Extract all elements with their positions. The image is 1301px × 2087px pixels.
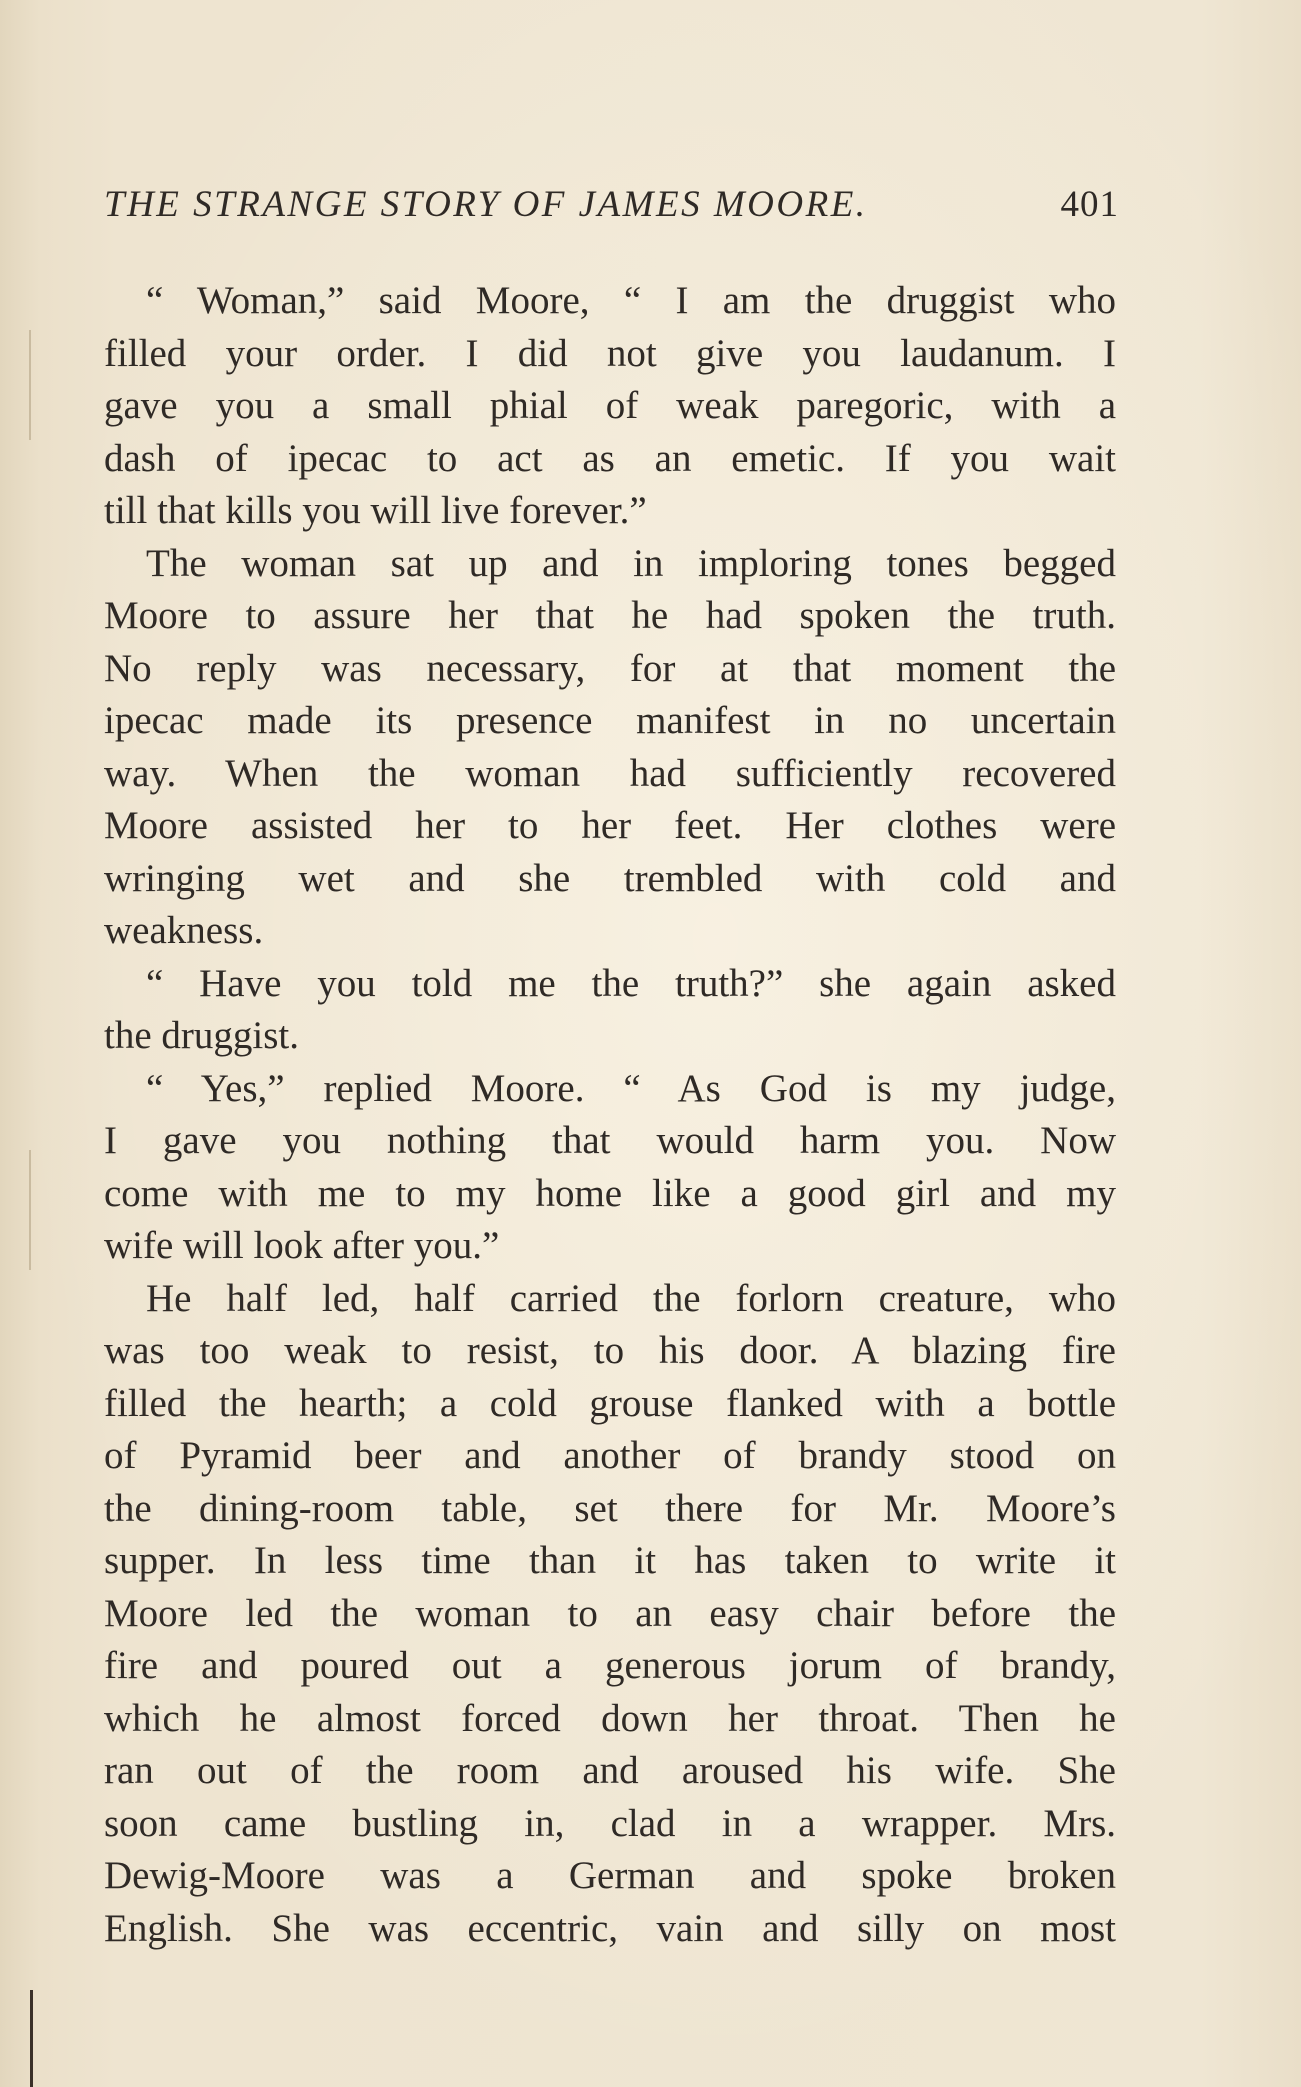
text-line: come with me to my home like a good girl and my xyxy=(104,1171,1116,1215)
page-edge-mark xyxy=(29,1150,31,1270)
paragraph xyxy=(104,1273,1116,1956)
text-line: Moore assisted her to her feet. Her clothes were xyxy=(104,804,1116,847)
text-line: ran out of the room and aroused his wife. She xyxy=(104,1749,1116,1792)
text-line: “ Yes,” replied Moore. “ As God is my judge, xyxy=(146,1066,1116,1110)
text-line: No reply was necessary, for at that moment the xyxy=(104,646,1116,690)
text-line: gave you a small phial of weak paregoric, with a xyxy=(104,384,1116,427)
paragraph xyxy=(104,538,1116,958)
text-line: way. When the woman had sufficiently recovered xyxy=(104,751,1116,795)
text-line: I gave you nothing that would harm you. Now xyxy=(104,1119,1116,1162)
text-line: the druggist. xyxy=(104,1014,299,1057)
text-line: of Pyramid beer and another of brandy stood on xyxy=(104,1434,1116,1477)
text-line: till that kills you will live forever.” xyxy=(104,489,647,532)
text-line: Dewig-Moore was a German and spoke broken xyxy=(104,1854,1116,1897)
text-line: fire and poured out a generous jorum of brandy, xyxy=(104,1644,1116,1687)
text-line: dash of ipecac to act as an emetic. If you wait xyxy=(104,436,1116,480)
body-text xyxy=(104,275,1116,1955)
text-line: filled your order. I did not give you laudanum. I xyxy=(104,331,1116,375)
binding-edge xyxy=(30,1990,33,2087)
text-line: English. She was eccentric, vain and silly on most xyxy=(104,1906,1116,1950)
paragraph xyxy=(104,275,1116,538)
text-line: was too weak to resist, to his door. A blazing fire xyxy=(104,1329,1116,1372)
text-line: Moore led the woman to an easy chair before the xyxy=(104,1591,1116,1635)
running-title: THE STRANGE STORY OF JAMES MOORE. xyxy=(104,184,868,225)
text-line: He half led, half carried the forlorn creature, who xyxy=(146,1276,1116,1320)
text-line: wringing wet and she trembled with cold and xyxy=(104,856,1116,900)
text-line: wife will look after you.” xyxy=(104,1224,500,1267)
page-edge-mark xyxy=(29,330,31,440)
text-line: “ Have you told me the truth?” she again asked xyxy=(146,961,1116,1005)
text-line: supper. In less time than it has taken to write it xyxy=(104,1539,1116,1582)
text-line: The woman sat up and in imploring tones begged xyxy=(146,541,1116,585)
text-line: soon came bustling in, clad in a wrapper. Mrs. xyxy=(104,1801,1116,1845)
text-line: the dining-room table, set there for Mr. Moore’s xyxy=(104,1486,1116,1530)
text-line: which he almost forced down her throat. Then he xyxy=(104,1696,1116,1740)
page-number: 401 xyxy=(1060,184,1119,225)
text-line: ipecac made its presence manifest in no uncertain xyxy=(104,699,1116,742)
paragraph xyxy=(104,1063,1116,1273)
paragraph xyxy=(104,958,1116,1063)
text-line: Moore to assure her that he had spoken the truth. xyxy=(104,594,1116,637)
text-line: filled the hearth; a cold grouse flanked with a bottle xyxy=(104,1381,1116,1425)
text-line: “ Woman,” said Moore, “ I am the druggist who xyxy=(146,279,1116,322)
running-header xyxy=(104,183,1119,233)
text-line: weakness. xyxy=(104,909,264,952)
